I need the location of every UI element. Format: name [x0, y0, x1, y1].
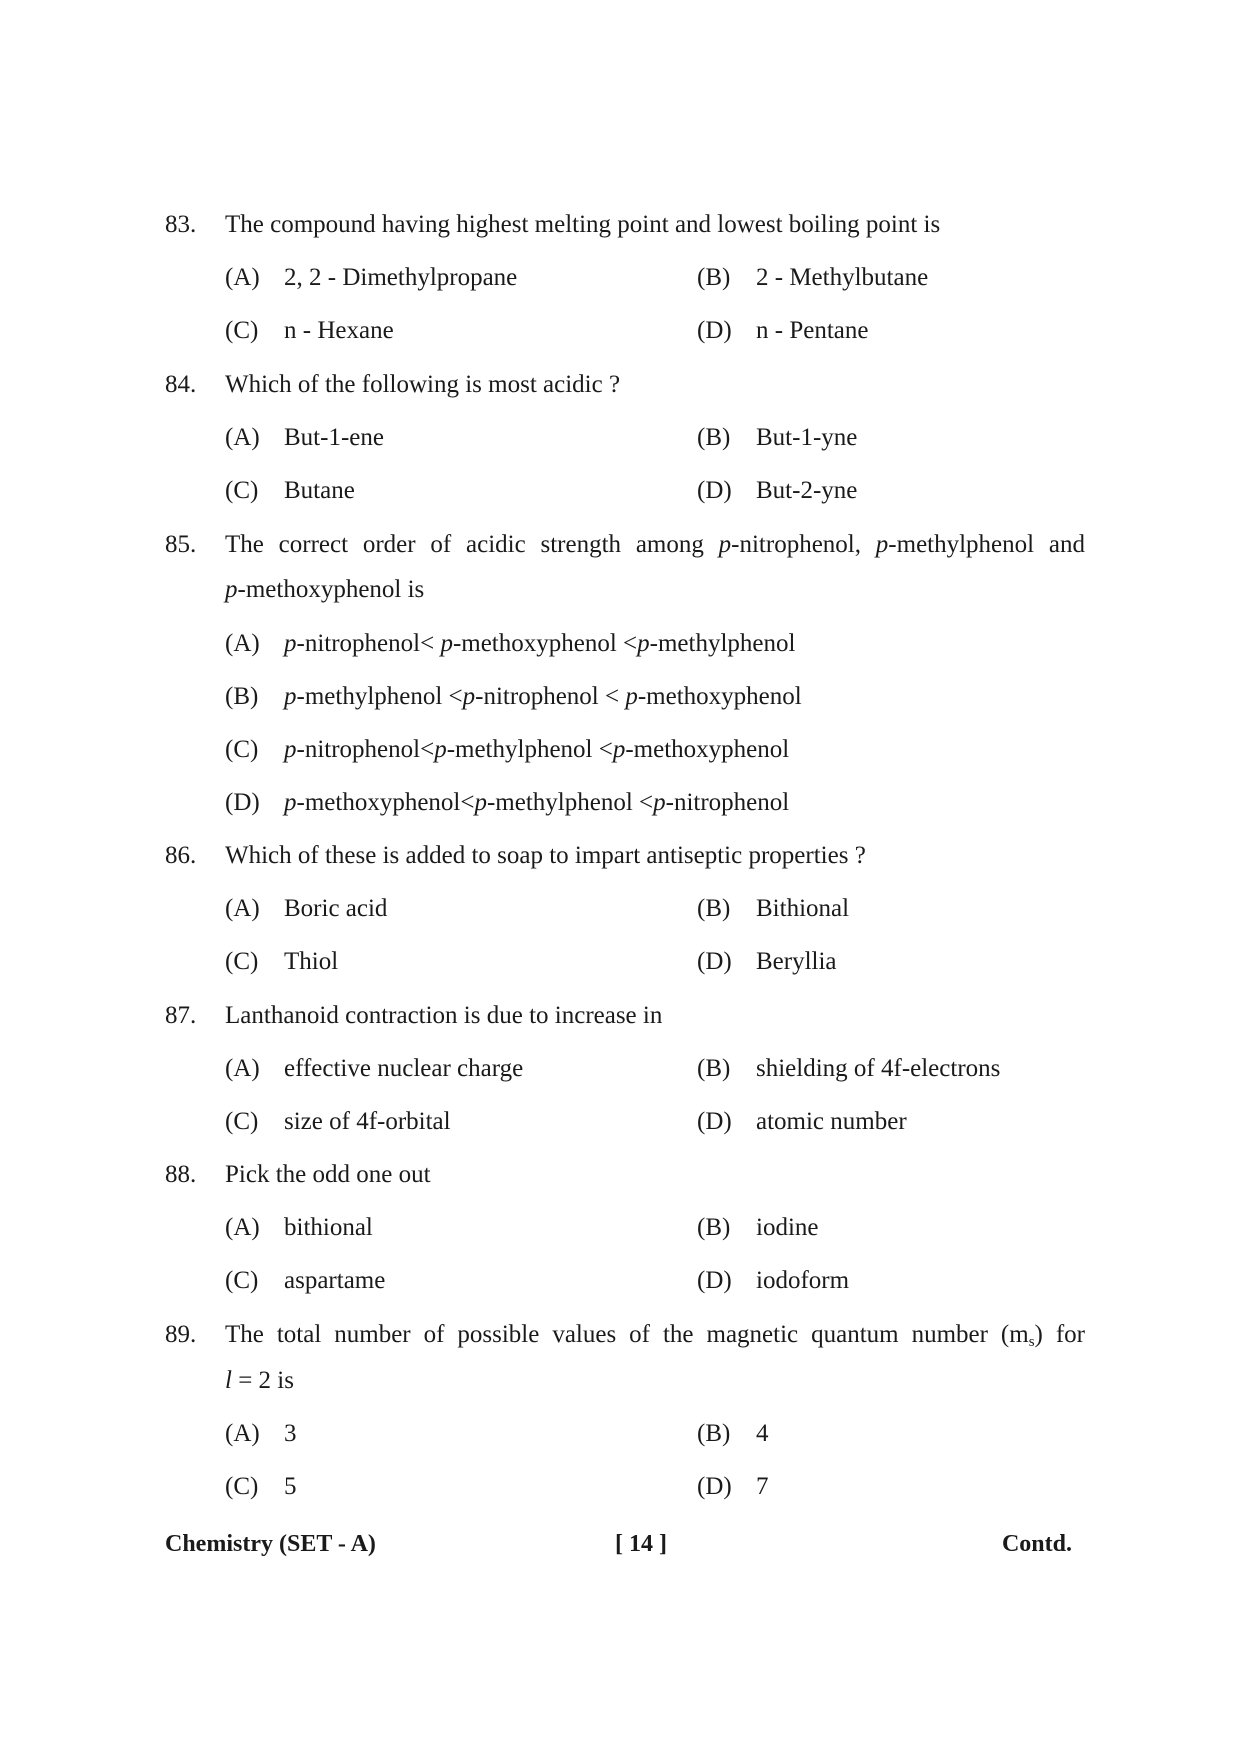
option-label: (A) [225, 895, 260, 922]
text-segment: -methylphenol < [446, 736, 613, 763]
option-text: size of 4f-orbital [284, 1108, 451, 1135]
option-label: (C) [225, 317, 259, 344]
option-label: (C) [225, 736, 259, 763]
option-text: But-1-yne [756, 424, 858, 451]
text-segment: -methylphenol [649, 630, 796, 657]
text-segment: ) for [1034, 1321, 1085, 1348]
question-text: The compound having highest melting point and lowest boiling point is [225, 211, 941, 238]
italic-p: p [284, 683, 297, 710]
option-b [697, 1421, 769, 1446]
option-label: (B) [697, 1214, 731, 1241]
option-label: (A) [225, 424, 260, 451]
option-label: (A) [225, 1055, 260, 1082]
italic-p: p [440, 630, 453, 657]
option-text: n - Pentane [756, 317, 869, 344]
option-b [697, 425, 857, 450]
option-label: (D) [697, 1267, 732, 1294]
option-b [697, 1056, 1000, 1081]
question-text-line1 [225, 532, 1085, 557]
option-label: (B) [697, 1420, 731, 1447]
option-c [225, 478, 355, 503]
question-number: 86. [165, 842, 197, 869]
option-a [225, 1215, 373, 1240]
option-text: iodoform [756, 1267, 850, 1294]
option-b [697, 265, 928, 290]
option-label: (C) [225, 1473, 259, 1500]
option-label: (A) [225, 264, 260, 291]
option-a [225, 1421, 297, 1446]
italic-p: p [284, 789, 297, 816]
option-b [697, 1215, 819, 1240]
option-text: Thiol [284, 948, 339, 975]
text-segment: -methoxyphenol < [452, 630, 638, 657]
footer-subject: Chemistry (SET - A) [165, 1531, 376, 1557]
option-text: But-1-ene [284, 424, 384, 451]
question-text: Which of the following is most acidic ? [225, 371, 621, 398]
option-b [697, 896, 849, 921]
option-c [225, 1474, 297, 1499]
question-number: 88. [165, 1161, 197, 1188]
question-text-line2 [225, 1368, 1085, 1393]
option-label: (C) [225, 1267, 259, 1294]
option-d [697, 1268, 849, 1293]
question-number: 87. [165, 1002, 197, 1029]
text-segment: = 2 is [231, 1367, 294, 1394]
option-label: (B) [697, 895, 731, 922]
option-text: 4 [756, 1420, 769, 1447]
question-text: Which of these is added to soap to impart antiseptic properties ? [225, 842, 866, 869]
option-text: 3 [284, 1420, 297, 1447]
option-text: But-2-yne [756, 477, 858, 504]
option-text: Beryllia [756, 948, 837, 975]
option-label: (B) [697, 264, 731, 291]
option-a [225, 265, 517, 290]
option-label: (D) [697, 1108, 732, 1135]
option-label: (A) [225, 630, 260, 657]
option-c [225, 1109, 451, 1134]
option-text: 2 - Methylbutane [756, 264, 929, 291]
option-d [697, 949, 837, 974]
option-label: (A) [225, 1420, 260, 1447]
option-label: (B) [697, 1055, 731, 1082]
option-label: (C) [225, 948, 259, 975]
option-a [225, 1056, 523, 1081]
italic-l: l [225, 1367, 232, 1394]
question-number: 83. [165, 211, 197, 238]
text-segment: -nitrophenol [665, 789, 790, 816]
option-text: atomic number [756, 1108, 907, 1135]
question-number: 85. [165, 531, 197, 558]
option-text: Butane [284, 477, 355, 504]
question-text: Pick the odd one out [225, 1161, 431, 1188]
option-text: iodine [756, 1214, 819, 1241]
option-d [697, 1474, 769, 1499]
text-segment: The correct order of acidic strength among [225, 531, 719, 558]
option-label: (C) [225, 477, 259, 504]
question-text-line1 [225, 1321, 1085, 1350]
subscript-s: s [1028, 1334, 1035, 1350]
option-c [225, 1268, 385, 1293]
option-text: 7 [756, 1473, 769, 1500]
italic-p: p [653, 789, 666, 816]
italic-p: p [875, 531, 889, 558]
text-segment: -nitrophenol, [731, 531, 876, 558]
option-text: aspartame [284, 1267, 386, 1294]
italic-p: p [225, 576, 238, 603]
italic-p: p [284, 630, 297, 657]
text-segment: -nitrophenol< [296, 736, 435, 763]
option-text: effective nuclear charge [284, 1055, 524, 1082]
footer-page-number: [ 14 ] [615, 1531, 667, 1557]
option-d [697, 318, 868, 343]
italic-p: p [625, 683, 638, 710]
option-label: (A) [225, 1214, 260, 1241]
italic-p: p [637, 630, 650, 657]
question-number: 89. [165, 1321, 197, 1348]
question-text: Lanthanoid contraction is due to increase in [225, 1002, 663, 1029]
option-label: (C) [225, 1108, 259, 1135]
option-label: (D) [697, 948, 732, 975]
text-segment: -nitrophenol< [296, 630, 441, 657]
option-text: shielding of 4f-electrons [756, 1055, 1001, 1082]
text-segment: -nitrophenol < [475, 683, 626, 710]
option-text: bithional [284, 1214, 373, 1241]
italic-p: p [474, 789, 487, 816]
option-label: (D) [697, 477, 732, 504]
italic-p: p [462, 683, 476, 710]
option-a [225, 631, 795, 656]
option-text: 2, 2 - Dimethylpropane [284, 264, 518, 291]
text-segment: -methoxyphenol< [296, 789, 475, 816]
option-label: (B) [697, 424, 731, 451]
option-d [697, 1109, 907, 1134]
italic-p: p [612, 736, 626, 763]
option-c [225, 737, 789, 762]
option-d [697, 478, 857, 503]
option-c [225, 318, 394, 343]
question-number: 84. [165, 371, 197, 398]
option-a [225, 896, 387, 921]
option-text: Boric acid [284, 895, 388, 922]
text-segment: -methoxyphenol [625, 736, 790, 763]
option-c [225, 949, 338, 974]
question-text-line2 [225, 577, 1085, 602]
text-segment: -methylphenol < [296, 683, 463, 710]
text-segment: The total number of possible values of the magnetic quantum number (m [225, 1321, 1029, 1348]
option-text: Bithional [756, 895, 850, 922]
italic-p: p [434, 736, 447, 763]
option-b [225, 684, 802, 709]
text-segment: -methylphenol and [888, 531, 1085, 558]
text-segment: -methylphenol < [486, 789, 654, 816]
italic-p: p [284, 736, 297, 763]
option-text: n - Hexane [284, 317, 394, 344]
text-segment: -methoxyphenol [637, 683, 802, 710]
italic-p: p [718, 531, 732, 558]
option-label: (B) [225, 683, 259, 710]
text-segment: -methoxyphenol is [237, 576, 425, 603]
option-a [225, 425, 384, 450]
option-label: (D) [697, 1473, 732, 1500]
option-text: 5 [284, 1473, 297, 1500]
option-label: (D) [697, 317, 732, 344]
footer-contd: Contd. [1001, 1531, 1072, 1557]
option-d [225, 790, 789, 815]
option-label: (D) [225, 789, 260, 816]
